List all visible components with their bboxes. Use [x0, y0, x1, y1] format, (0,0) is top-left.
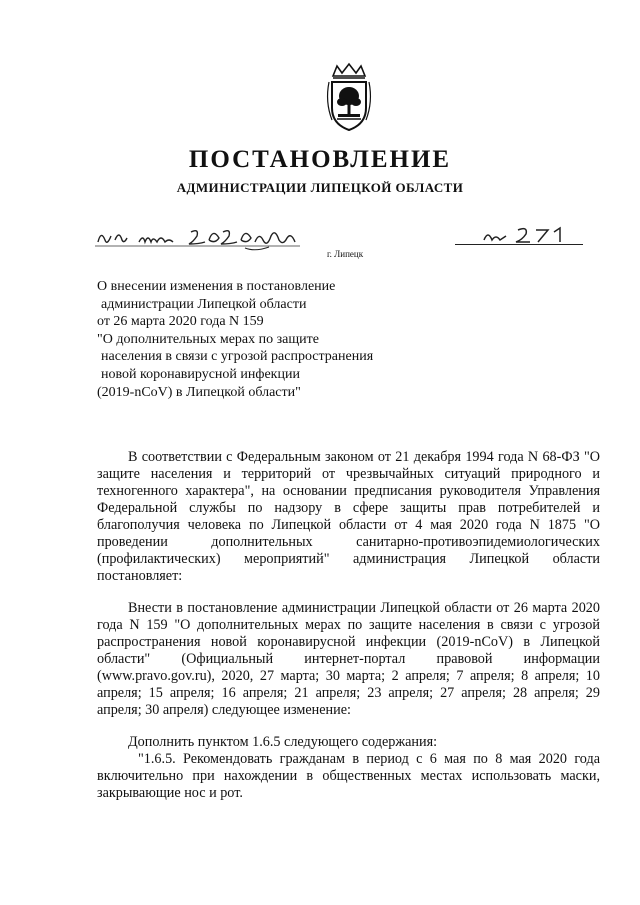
- handwritten-date: [95, 222, 305, 252]
- document-title: ПОСТАНОВЛЕНИЕ: [188, 146, 452, 173]
- heading-line: от 26 марта 2020 года N 159: [97, 314, 264, 330]
- heading-line: "О дополнительных мерах по защите: [97, 331, 319, 347]
- document-heading: [97, 278, 417, 401]
- body-paragraph-amendment: Внести в постановление администрации Липецкой области от 26 марта 2020 года N 159 "О дополнительных мерах по защите населения в связи с угрозой распространения новой коронавирусной инфекции (2019-nCoV) в Липецкой области" (Официальный интернет-портал правовой информации (www.pravo.gov.ru), 2020, 27 марта; 30 марта; 2 апреля; 7 апреля; 8 апреля; 10 апреля; 15 апреля; 16 апреля; 21 апреля; 23 апреля; 27 апреля; 28 апреля; 29 апреля; 30 апреля) следующее изменение:: [97, 600, 600, 718]
- heading-line: новой коронавирусной инфекции: [101, 366, 300, 382]
- body-paragraph-preamble: В соответствии с Федеральным законом от 21 декабря 1994 года N 68-ФЗ "О защите населения и территорий от чрезвычайных ситуаций природного и техногенного характера", на основании предписания руководителя Управления Федеральной службы по надзору в сфере защиты прав потребителей и благополучия человека по Липецкой области от 4 мая 2020 года N 1875 "О проведении дополнительных санитарно-противоэпидемиологических (профилактических) мероприятий" администрация Липецкой области постановляет:: [97, 449, 600, 584]
- heading-line: (2019-nCoV) в Липецкой области": [97, 384, 301, 400]
- body-paragraph-supplement: Дополнить пунктом 1.6.5 следующего содержания:: [128, 734, 438, 750]
- document-body: [97, 449, 600, 802]
- heading-line: О внесении изменения в постановление: [97, 279, 336, 294]
- number-underline: [455, 244, 583, 245]
- document-subtitle: АДМИНИСТРАЦИИ ЛИПЕЦКОЙ ОБЛАСТИ: [176, 180, 464, 195]
- heading-line: администрации Липецкой области: [101, 296, 307, 312]
- city-label: г. Липецк: [327, 249, 364, 259]
- handwritten-number: [472, 222, 582, 252]
- body-paragraph-clause: "1.6.5. Рекомендовать гражданам в период с 6 мая по 8 мая 2020 года включительно при нахождении в общественных местах использовать маски, закрывающие нос и рот.: [97, 751, 600, 801]
- heading-line: населения в связи с угрозой распространения: [101, 349, 374, 365]
- coat-of-arms-emblem: [323, 62, 375, 134]
